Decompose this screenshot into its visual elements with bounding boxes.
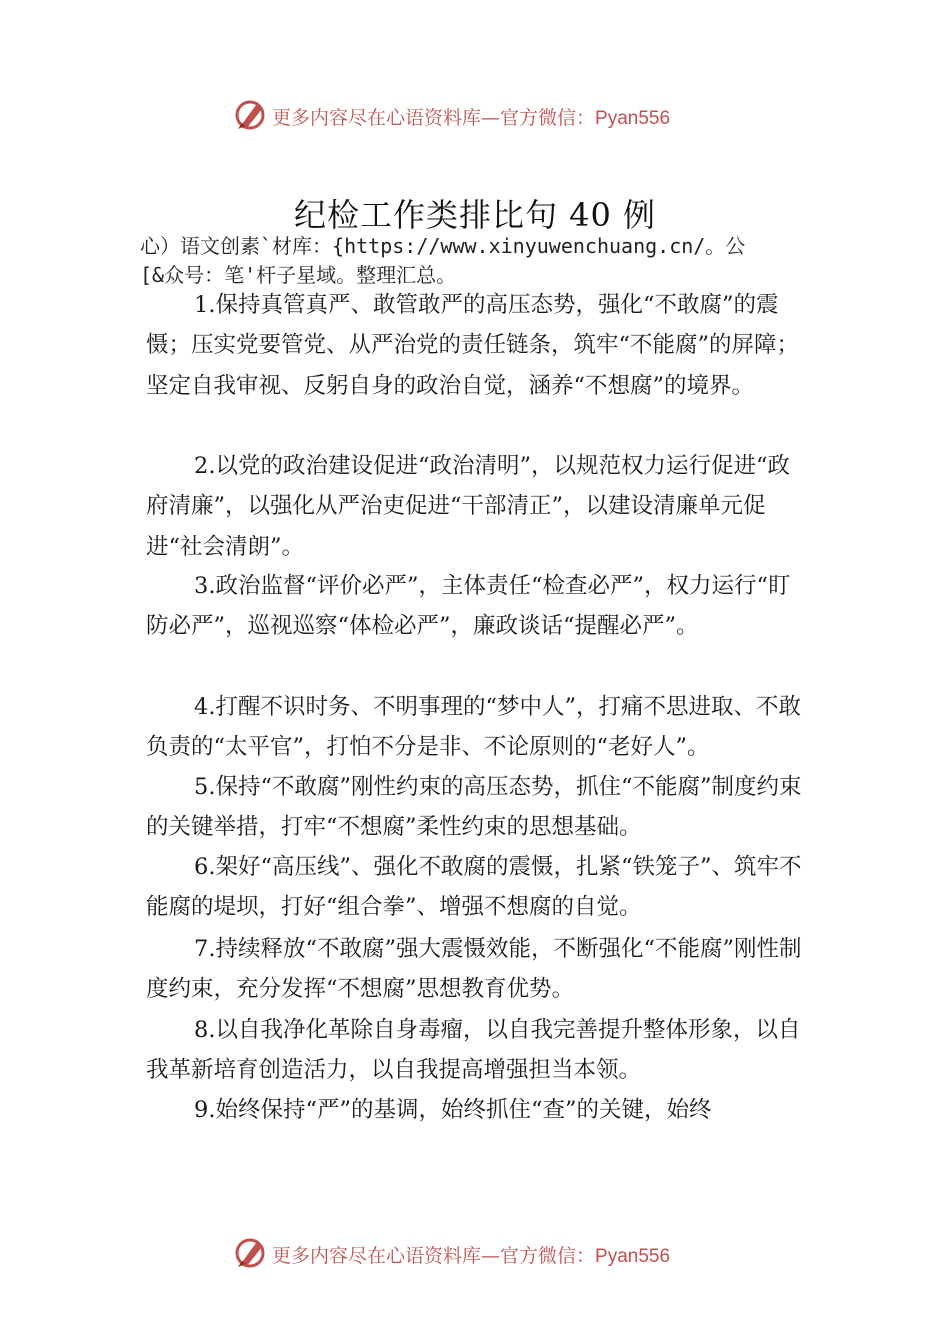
source-note xyxy=(140,232,840,290)
banner-text: 更多内容尽在心语资料库—官方微信： xyxy=(272,1245,596,1267)
paragraph-7: 7.持续释放“不敢腐”强大震慑效能，不断强化“不能腐”刚性制度约束，充分发挥“不想腐”思想教育优势。 xyxy=(146,936,802,1003)
source-line-2: [&众号：笔'杆子星域。整理汇总。 xyxy=(140,263,457,287)
paragraph-9: 9.始终保持“严”的基调，始终抓住“查”的关键，始终 xyxy=(194,1097,712,1123)
pen-logo-icon xyxy=(232,97,268,133)
banner-wechat-id: Pyan556 xyxy=(595,1246,671,1267)
paragraph-2: 2.以党的政治建设促进“政治清明”，以规范权力运行促进“政府清廉”，以强化从严治吏促进“干部清正”，以建设清廉单元促进“社会清朗”。 xyxy=(146,453,790,560)
header-banner xyxy=(0,95,950,135)
footer-banner xyxy=(0,1233,950,1273)
paragraph-5: 5.保持“不敢腐”刚性约束的高压态势，抓住“不能腐”制度约束的关键举措，打牢“不想腐”柔性约束的思想基础。 xyxy=(146,774,802,841)
paragraph-1: 1.保持真管真严、敢管敢严的高压态势，强化“不敢腐”的震慑；压实党要管党、从严治党的责任链条，筑牢“不能腐”的屏障；坚定自我审视、反躬自身的政治自觉，涵养“不想腐”的境界。 xyxy=(146,292,800,399)
paragraph-6: 6.架好“高压线”、强化不敢腐的震慑，扎紧“铁笼子”、筑牢不能腐的堤坝，打好“组合拳”、增强不想腐的自觉。 xyxy=(146,854,802,921)
document-title: 纪检工作类排比句 40 例 xyxy=(293,196,657,234)
pen-logo-icon xyxy=(232,1235,268,1271)
paragraph-8: 8.以自我净化革除自身毒瘤，以自我完善提升整体形象，以自我革新培育创造活力，以自我提高增强担当本领。 xyxy=(146,1017,801,1084)
banner-text: 更多内容尽在心语资料库—官方微信： xyxy=(272,107,596,129)
source-line-1: 心）语文创素`材库：{https://www.xinyuwenchuang.cn/。公 xyxy=(140,234,746,258)
paragraph-3: 3.政治监督“评价必严”，主体责任“检查必严”，权力运行“盯防必严”，巡视巡察“体检必严”，廉政谈话“提醒必严”。 xyxy=(146,573,791,640)
paragraph-4: 4.打醒不识时务、不明事理的“梦中人”，打痛不思进取、不敢负责的“太平官”，打怕不分是非、不论原则的“老好人”。 xyxy=(146,694,801,761)
banner-wechat-id: Pyan556 xyxy=(595,108,671,129)
